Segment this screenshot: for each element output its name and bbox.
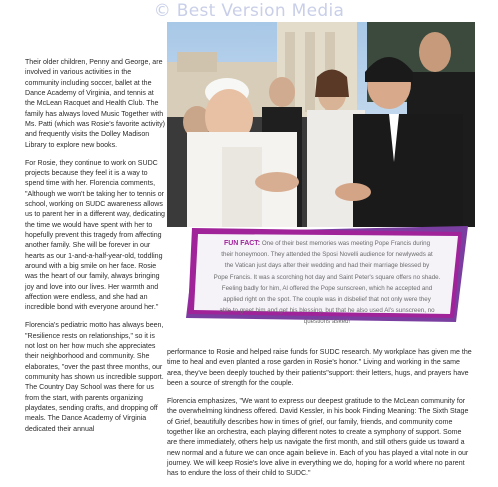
fun-fact-line-text: One of their best memories was meeting Pope Francis during <box>260 240 431 247</box>
bottom-text-column <box>167 348 473 487</box>
fun-fact-line: the Vatican just days after their wedding and had their marriage blessed by <box>224 262 430 270</box>
fun-fact-line: Feeling badly for him, Al offered the Pope sunscreen, which he accepted and <box>221 284 433 292</box>
fun-fact-line-1 <box>186 238 468 249</box>
fun-fact-text <box>186 238 468 328</box>
paragraph: performance to Rosie and helped raise funds for SUDC research. My workplace has given me the time to heal and even planted a rose garden in Rosie's honor." Living and working in the same area, they've been deeply touched by their patients"support: their letters, hugs, and prayers have been a source of strength for the couple. <box>167 349 472 388</box>
fun-fact-line: applied right on the spot. The couple was in disbelief that not only were they <box>223 296 431 304</box>
pope-meeting-photo <box>167 22 475 227</box>
paragraph: Their older children, Penny and George, are involved in various activities in the community including soccer, ballet at the Dance Academy of Virginia, and tennis at the McLean Racquet and Health Club. The family has always loved Music Together with Ms. Patti (which was Rosie's favorite activity) and frequently visits the Dolley Madison Library to explore new books. <box>25 59 165 149</box>
fun-fact-line: their honeymoon. They attended the Sposi Novelli audience for newlyweds at <box>221 251 433 259</box>
fun-fact-line: questions asked! <box>303 318 351 326</box>
paragraph: For Rosie, they continue to work on SUDC projects because they feel it is a way to spend time with her. Florencia comments, "Although we won't be taking her to tennis or school, working on SUDC awareness allows us to parent her in a different way, dedicating the time we would have spent with her to hopefully prevent this tragedy from affecting another family. She will be forever in our hearts as our 1-and-a-half-year-old, toddling around with a big smile on her face. Rosie was the heart of our family, always bringing joy and love into our lives. Her warmth and affection were endless, and she had an incredible bond with everyone around her." <box>25 159 165 312</box>
left-text-column <box>25 58 165 443</box>
fun-fact-label: FUN FACT: <box>223 240 261 247</box>
fun-fact-line: able to greet him and get his blessing, but that he also used Al's sunscreen, no <box>219 307 435 315</box>
fun-fact-box <box>186 226 468 326</box>
paragraph: Florencia's pediatric motto has always been, "Resilience rests on relationships," so it is not lost on her how much she appreciates their neighborhood and community. She elaborates, "over the past three months, our community has shown us incredible support. The Country Day School was there for us from the start, with parents organizing playdates, sending crafts, and dropping off meals. The Dance Academy of Virginia dedicated their annual <box>25 322 164 433</box>
fun-fact-line: Pope Francis. It was a scorching hot day and Saint Peter's square offers no shade. <box>213 273 441 281</box>
paragraph: Florencia emphasizes, "We want to express our deepest gratitude to the McLean community for the overwhelming kindness offered. David Kessler, in his book Finding Meaning: The Sixth Stage of Grief, beautifully describes how in times of grief, our family, friends, and community come together like an orchestra, each playing different notes to create a symphony of support. Some are there immediately, others help us navigate the first month, and still others guide us toward a new normal and a future we can once again believe in. Each of you has played a vital note in our journey. We will keep Rosie's love alive in everything we do, hoping for a world where no parent has to endure the loss of their child to SUDC." <box>167 397 469 478</box>
watermark-text: © Best Version Media <box>153 1 345 21</box>
